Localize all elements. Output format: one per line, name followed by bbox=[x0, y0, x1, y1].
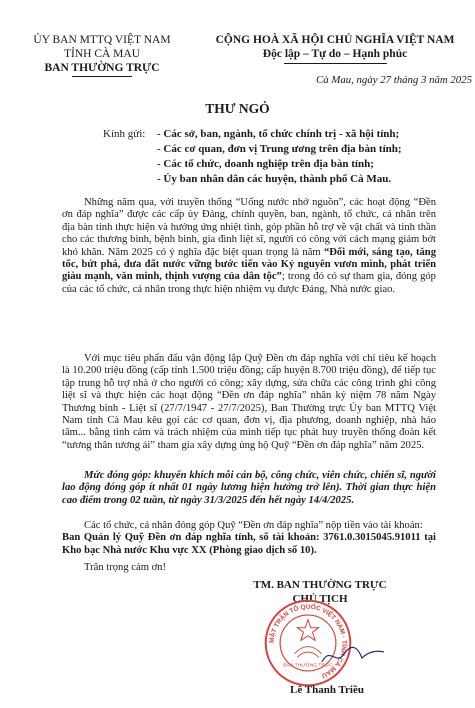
document-title: THƯ NGỎ bbox=[205, 101, 270, 116]
paragraph-2-text: Với mục tiêu phấn đấu vận động lập Quỹ Đền ơn đáp nghĩa với chỉ tiêu kế hoạch là 10.200 triệu đồng (cấp tỉnh 1.500 triệu đồng; cấp huyện 8.700 triệu đồng), để tiếp tục tập trung hỗ trợ nhà ở cho người có công; xây dựng, sửa chữa các công trình ghi công liệt sĩ và thực hiện các hoạt động “Đền ơn đáp nghĩa” nhân kỷ niệm 78 năm Ngày Thương binh - Liệt sĩ (27/7/1947 - 27/7/2025), Ban Thường trực Ủy ban MTTQ Việt Nam tỉnh Cà Mau kêu gọi các cơ quan, đơn vị, địa phương, doanh nghiệp, nhà hảo tâm... bằng tình cảm và trách nhiệm của mình tiếp tục phát huy truyền thống đoàn kết “tương thân tương ái” tham gia xây dựng ủng hộ Quỹ “Đền ơn đáp nghĩa” năm 2025. bbox=[62, 353, 436, 451]
contribution-level bbox=[62, 470, 436, 507]
org-line-2: TỈNH CÀ MAU bbox=[63, 48, 141, 60]
national-motto bbox=[200, 33, 470, 61]
nation-line-2: Độc lập – Tự do – Hạnh phúc bbox=[262, 48, 408, 60]
payment-account bbox=[62, 520, 436, 557]
recipient-item: - Ủy ban nhân dân các huyện, thành phố Cà Mau. bbox=[157, 173, 392, 185]
org-divider bbox=[72, 76, 132, 77]
closing-line: Trân trọng cảm ơn! bbox=[84, 562, 167, 573]
account-details: Ban Quản lý Quỹ Đền ơn đáp nghĩa tỉnh, số tài khoản: 3761.0.3015045.91011 tại Kho bạc Nhà nước Khu vực XX (Phòng giao dịch số 10). bbox=[62, 532, 436, 556]
paragraph-1-end: ; trong đó có sự tham gia, đóng góp của các tổ chức, cá nhân trong thực hiện nhiệm vụ được Đảng, Nhà nước giao. bbox=[62, 271, 436, 295]
paragraph-4-text: Các tổ chức, cá nhân đóng góp Quỹ “Đền ơn đáp nghĩa” nộp tiền vào tài khoản: bbox=[84, 520, 423, 531]
issuing-organization bbox=[22, 33, 182, 75]
recipients-label: Kính gửi: bbox=[103, 128, 146, 140]
org-line-1: ỦY BAN MTTQ VIỆT NAM bbox=[33, 34, 171, 46]
motto-divider bbox=[284, 63, 387, 64]
recipient-item: - Các sở, ban, ngành, tổ chức chính trị - xã hội tỉnh; bbox=[157, 128, 400, 140]
paragraph-1 bbox=[62, 197, 436, 296]
recipient-item: - Các cơ quan, đơn vị Trung ương trên địa bàn tỉnh; bbox=[157, 143, 402, 155]
paragraph-2 bbox=[62, 353, 436, 452]
signer-role-2: CHỦ TỊCH bbox=[292, 593, 348, 605]
org-line-3: BAN THƯỜNG TRỰC bbox=[44, 62, 160, 74]
slogan: “Đổi mới, sáng tạo, tăng tốc, bứt phá, đưa đất nước vững bước tiến vào Kỷ nguyên vươn mình, phát triển giàu mạnh, văn minh, thịnh vượng của dân tộc” bbox=[62, 246, 436, 283]
recipients-list bbox=[157, 127, 467, 187]
nation-line-1: CỘNG HOÀ XÃ HỘI CHỦ NGHĨA VIỆT NAM bbox=[215, 34, 455, 46]
document-date: Cà Mau, ngày 27 tháng 3 năm 2025 bbox=[316, 74, 472, 86]
signature-mark bbox=[318, 640, 388, 670]
svg-text:BAN THƯỜNG TRỰC: BAN THƯỜNG TRỰC bbox=[283, 663, 333, 669]
signer-role-1: TM. BAN THƯỜNG TRỰC bbox=[253, 579, 387, 591]
signer-name: Lê Thanh Triều bbox=[290, 684, 364, 696]
paragraph-1-text: Những năm qua, với truyền thống “Uống nước nhớ nguồn”, các hoạt động “Đền ơn đáp nghĩa” được các cấp ủy Đảng, chính quyền, ban, ngành, tổ chức, cá nhân trên địa bàn tỉnh thực hiện và hưởng ứng nhiệt tình, góp phần hỗ trợ về vật chất và tinh thần cho các thương binh, bệnh binh, gia đình liệt sĩ, người có công với cách mạng giảm bớt khó khăn. Năm 2025 có ý nghĩa đặc biệt quan trọng là năm bbox=[62, 197, 436, 258]
recipient-item: - Các tổ chức, doanh nghiệp trên địa bàn tỉnh; bbox=[157, 158, 374, 170]
svg-text:MẶT TRẬN TỔ QUỐC VIỆT NAM · TỈ: MẶT TRẬN TỔ QUỐC VIỆT NAM · TỈNH CÀ MAU bbox=[268, 603, 348, 680]
paragraph-3-text: Mức đóng góp: khuyến khích mỗi cán bộ, công chức, viên chức, chiến sĩ, người lao động đóng góp ít nhất 01 ngày lương hiện hưởng trở lên). Thời gian thực hiện cao điểm trong 02 tuần, từ ngày 31/3/2025 đến hết ngày 14/4/2025. bbox=[62, 470, 436, 506]
